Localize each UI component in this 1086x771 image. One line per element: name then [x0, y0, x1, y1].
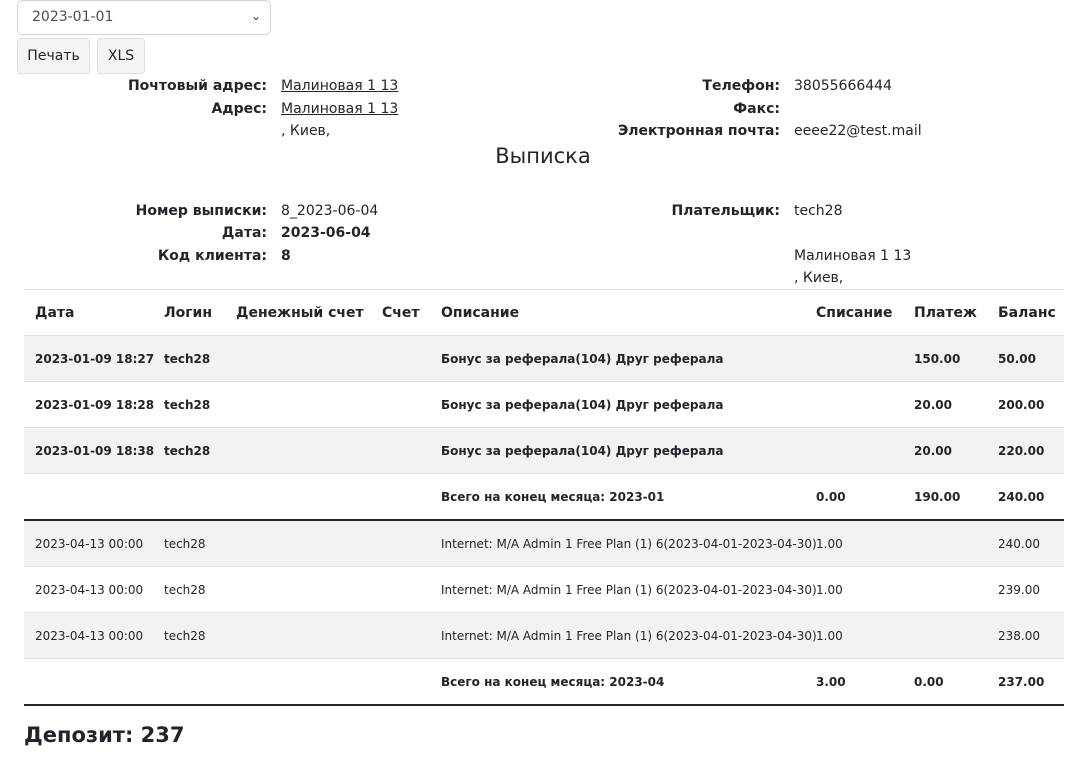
cell-date: 2023-01-09 18:27: [35, 352, 155, 366]
payer-city: , Киев,: [794, 270, 844, 286]
cell-balance: 237.00: [998, 675, 1045, 689]
deposit-total: Депозит: 237: [24, 723, 185, 747]
cell-login: tech28: [164, 629, 206, 643]
table-row: [24, 659, 1064, 705]
payer-address: Малиновая 1 13: [794, 248, 912, 264]
col-header-balance: Баланс: [998, 305, 1056, 321]
cell-payment: 20.00: [914, 444, 952, 458]
table-row: [24, 428, 1064, 474]
col-header-account: Счет: [382, 305, 420, 321]
cell-login: tech28: [164, 537, 206, 551]
phone-value: 38055666444: [794, 78, 892, 94]
table-bottom-border: [24, 704, 1064, 706]
cell-balance: 220.00: [998, 444, 1045, 458]
payer-name: tech28: [794, 203, 843, 219]
period-select[interactable]: [17, 0, 271, 35]
print-button[interactable]: Печать: [17, 38, 90, 74]
cell-debit: 1.00: [816, 583, 843, 597]
col-header-login: Логин: [164, 305, 213, 321]
chevron-down-icon: ⌄: [250, 9, 261, 23]
address-link[interactable]: Малиновая 1 13: [281, 101, 399, 117]
col-header-money-account: Денежный счет: [236, 305, 364, 321]
cell-payment: 190.00: [914, 490, 961, 504]
col-header-payment: Платеж: [914, 305, 977, 321]
table-row: [24, 336, 1064, 382]
statement-date: 2023-06-04: [281, 225, 371, 241]
cell-payment: 20.00: [914, 398, 952, 412]
postal-address-label: Почтовый адрес:: [127, 78, 267, 94]
cell-login: tech28: [164, 352, 211, 366]
statement-number-label: Номер выписки:: [135, 203, 267, 219]
table-row: [24, 567, 1064, 613]
cell-description: Бонус за реферала(104) Друг реферала: [441, 444, 724, 458]
address-label: Адрес:: [211, 101, 267, 117]
table-row: [24, 474, 1064, 520]
email-label: Электронная почта:: [618, 123, 780, 139]
cell-debit: 0.00: [816, 490, 846, 504]
cell-description: Всего на конец месяца: 2023-04: [441, 675, 665, 689]
cell-payment: 150.00: [914, 352, 961, 366]
cell-description: Internet: M/A Admin 1 Free Plan (1) 6(2023-04-01-2023-04-30): [441, 629, 817, 643]
statement-date-label: Дата:: [221, 225, 267, 241]
cell-description: Internet: M/A Admin 1 Free Plan (1) 6(2023-04-01-2023-04-30): [441, 537, 817, 551]
period-select-value: 2023-01-01: [32, 9, 114, 25]
address-city: , Киев,: [281, 123, 331, 139]
col-header-debit: Списание: [816, 305, 893, 321]
email-value: eeee22@test.mail: [794, 123, 922, 139]
cell-login: tech28: [164, 444, 211, 458]
table-top-border: [24, 289, 1064, 290]
cell-date: 2023-04-13 00:00: [35, 537, 144, 551]
payer-label: Плательщик:: [671, 203, 780, 219]
cell-balance: 240.00: [998, 490, 1045, 504]
cell-balance: 240.00: [998, 537, 1040, 551]
client-code-label: Код клиента:: [157, 248, 267, 264]
table-row: [24, 613, 1064, 659]
page-title: Выписка: [495, 144, 591, 168]
cell-balance: 50.00: [998, 352, 1036, 366]
statement-number: 8_2023-06-04: [281, 203, 379, 219]
cell-description: Бонус за реферала(104) Друг реферала: [441, 398, 724, 412]
cell-description: Всего на конец месяца: 2023-01: [441, 490, 665, 504]
cell-balance: 239.00: [998, 583, 1040, 597]
cell-debit: 1.00: [816, 629, 843, 643]
fax-label: Факс:: [733, 101, 780, 117]
table-row: [24, 521, 1064, 567]
cell-description: Бонус за реферала(104) Друг реферала: [441, 352, 724, 366]
cell-date: 2023-01-09 18:38: [35, 444, 155, 458]
cell-date: 2023-01-09 18:28: [35, 398, 155, 412]
cell-date: 2023-04-13 00:00: [35, 583, 144, 597]
cell-login: tech28: [164, 398, 211, 412]
xls-button[interactable]: XLS: [97, 38, 145, 74]
postal-address-link[interactable]: Малиновая 1 13: [281, 78, 399, 94]
table-row: [24, 382, 1064, 428]
client-code: 8: [281, 248, 291, 264]
cell-balance: 200.00: [998, 398, 1045, 412]
cell-date: 2023-04-13 00:00: [35, 629, 144, 643]
cell-balance: 238.00: [998, 629, 1040, 643]
col-header-description: Описание: [441, 305, 520, 321]
cell-description: Internet: M/A Admin 1 Free Plan (1) 6(2023-04-01-2023-04-30): [441, 583, 817, 597]
phone-label: Телефон:: [702, 78, 780, 94]
col-header-date: Дата: [35, 305, 75, 321]
cell-login: tech28: [164, 583, 206, 597]
cell-payment: 0.00: [914, 675, 944, 689]
cell-debit: 3.00: [816, 675, 846, 689]
cell-debit: 1.00: [816, 537, 843, 551]
